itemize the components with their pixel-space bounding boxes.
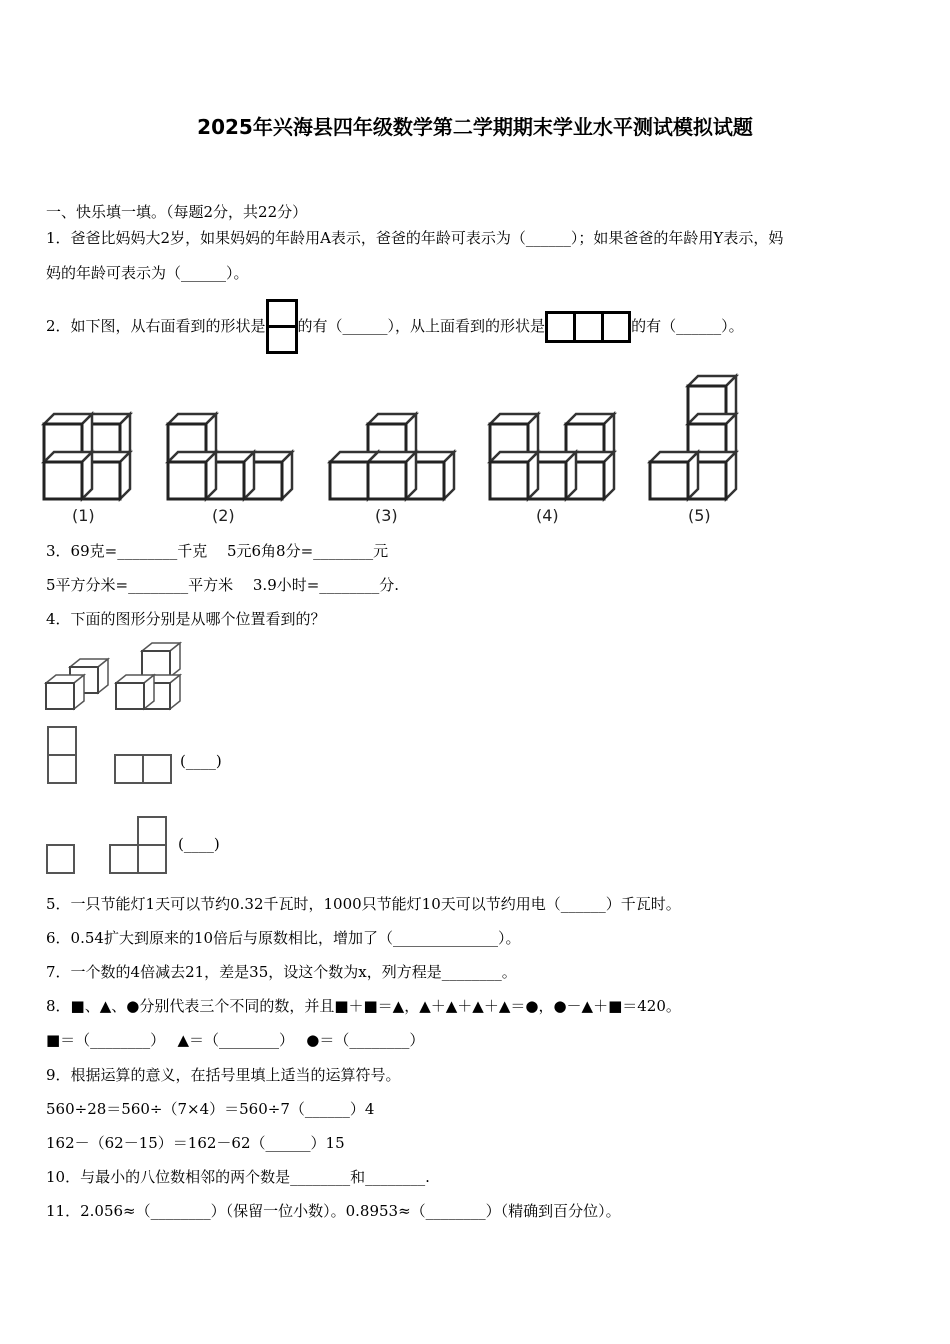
question-4-solids (46, 643, 186, 713)
figure-3 (330, 414, 454, 499)
view-horizontal-two (114, 753, 174, 785)
figure-4 (490, 414, 614, 499)
top-view-shape (545, 311, 631, 343)
question-2-part-2: 的有（______），从上面看到的形状是 (297, 317, 546, 335)
question-9-line-1: 560÷28＝560÷（7×4）＝560÷7（______）4 (46, 1100, 375, 1118)
view-single (46, 843, 76, 875)
figure-2 (168, 414, 292, 499)
question-2 (46, 298, 744, 354)
question-3-line-1: 3．69克=________千克 5元6角8分=________元 (46, 542, 389, 560)
question-8-line-2: ■＝（________） ▲＝（________） ●＝（________） (46, 1031, 425, 1049)
view-l-shape (108, 815, 170, 875)
question-8-line-1: 8．■、▲、●分别代表三个不同的数，并且■＋■＝▲，▲＋▲＋▲＋▲＝●，●－▲＋■＝420。 (46, 997, 681, 1015)
figure-3-label: (3) (375, 506, 398, 525)
question-11: 11．2.056≈（________）（保留一位小数）。0.8953≈（________）（精确到百分位）。 (46, 1202, 621, 1220)
figure-5 (650, 376, 736, 499)
figure-1-label: (1) (72, 506, 95, 525)
question-9-line-2: 162－（62－15）＝162－62（______）15 (46, 1134, 345, 1152)
figure-5-label: (5) (688, 506, 711, 525)
page-title: 2025年兴海县四年级数学第二学期期末学业水平测试模拟试题 (197, 115, 753, 139)
figure-4-label: (4) (536, 506, 559, 525)
question-4: 4．下面的图形分别是从哪个位置看到的？ (46, 610, 326, 628)
question-4-blank-2: (____) (178, 835, 220, 853)
figure-2-label: (2) (212, 506, 235, 525)
figure-1 (44, 414, 130, 499)
question-3-line-2: 5平方分米=________平方米 3.9小时=________分. (46, 576, 400, 594)
question-1-line-1: 1．爸爸比妈妈大2岁，如果妈妈的年龄用A表示，爸爸的年龄可表示为（______）；如果爸爸的年龄用Y表示，妈 (46, 229, 784, 247)
question-2-part-3: 的有（______）。 (631, 317, 744, 335)
cube-figures (44, 376, 764, 531)
question-7: 7．一个数的4倍减去21，差是35，设这个数为x，列方程是________。 (46, 963, 517, 981)
question-9: 9．根据运算的意义，在括号里填上适当的运算符号。 (46, 1066, 401, 1084)
question-2-part-1: 2．如下图，从右面看到的形状是 (46, 317, 266, 335)
question-5: 5．一只节能灯1天可以节约0.32千瓦时，1000只节能灯10天可以节约用电（______）千瓦时。 (46, 895, 681, 913)
right-view-shape (266, 299, 298, 355)
view-vertical-two (46, 725, 80, 785)
question-10: 10．与最小的八位数相邻的两个数是________和________. (46, 1168, 430, 1186)
question-1-line-2: 妈的年龄可表示为（______）。 (46, 264, 249, 282)
section-heading: 一、快乐填一填。（每题2分，共22分） (46, 203, 308, 221)
question-4-blank-1: (____) (180, 752, 222, 770)
question-6: 6．0.54扩大到原来的10倍后与原数相比，增加了（______________）。 (46, 929, 521, 947)
